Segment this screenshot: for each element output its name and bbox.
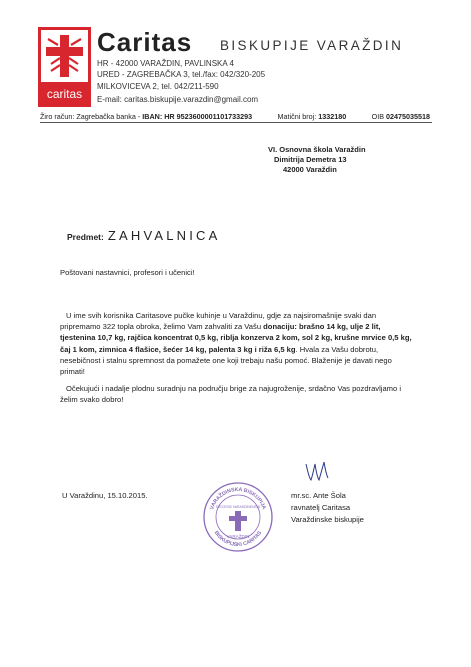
signatory-name: mr.sc. Ante Šola [291,491,346,500]
recipient-name: VI. Osnovna škola Varaždin [268,145,366,154]
body-paragraph-2: Očekujući i nadalje plodnu suradnju na području brige za najugroženije, srdačno Vas pozdravljamo i želim svako dobro! [60,384,402,405]
office-line: URED - ZAGREBAČKA 3, tel./fax: 042/320-205 [97,70,266,79]
signatory-org: Varaždinske biskupije [291,515,364,524]
subject-label: Predmet: [67,232,104,242]
org-subtitle: BISKUPIJE VARAŽDIN [220,38,404,53]
recipient-street: Dimitrija Demetra 13 [274,155,347,164]
bank-info-row [40,112,430,121]
org-title: Caritas [97,27,193,57]
email-line: E-mail: caritas.biskupije.varazdin@gmail.com [97,95,259,104]
registration-number: Matični broj: 1332180 [277,112,347,121]
iban: IBAN: HR 9523600001101733293 [142,112,253,121]
donation-list: donaciju: brašno 14 kg, ulje 2 lit, tjestenina 10,7 kg, rajčica koncentrat 0,5 kg, riblja konzerva 2 kom, sol 2 kg, krušne mrvice 0,5 kg, čaj 1 kom, zimnica 4 flašice, šećer 14 kg, palenta 3 kg i riža 6,5 kg [60,322,412,354]
oib: OIB 02475035518 [371,112,430,121]
recipient-city: 42000 Varaždin [283,165,337,174]
address-line: HR - 42000 VARAŽDIN, PAVLINSKA 4 [97,59,234,68]
stamp-center: VARAŽDIN [226,534,250,539]
svg-text:VARAŽDINSKA BISKUPIJA: VARAŽDINSKA BISKUPIJA [209,486,267,511]
subject-title: ZAHVALNICA [107,228,221,243]
signatory-title: ravnatelj Caritasa [291,503,351,512]
handwritten-signature [302,458,332,484]
svg-text:DIECESIS VARASDINENSIS: DIECESIS VARASDINENSIS [215,505,261,509]
phone-line: MILKOVICEVA 2, tel. 042/211-590 [97,82,219,91]
body-paragraph-1: U ime svih korisnika Caritasove pučke kuhinje u Varaždinu, gdje za najsiromašnije svaki dan pripremamo 322 topla obroka, želimo Vam zahvaliti za Vašu donaciju: brašno 14 kg, ulje 2 lit, tjestenina 10,7 kg, rajčica koncentrat 0,5 kg, riblja konzerva 2 kom, sol 2 kg, krušne mrvice 0,5 kg, čaj 1 kom, zimnica 4 flašice, šećer 14 kg, palenta 3 kg i riža 6,5 kg. Hvala za Vašu dobrotu, nesebičnost i stalnu spremnost da pomažete one koji trebaju našu pomoć. Blaženije je davati nego primati! [60,311,412,377]
greeting: Poštovani nastavnici, profesori i učenici! [60,268,195,277]
logo-text: caritas [46,87,83,101]
subject-line [67,227,221,245]
letter-date: U Varaždinu, 15.10.2015. [62,491,148,500]
official-stamp [202,481,274,553]
caritas-logo [38,27,91,107]
bank-account: Žiro račun: Zagrebačka banka - IBAN: HR 9523600001101733293 [40,112,253,121]
svg-text:BISKUPIJSKI CARITAS: BISKUPIJSKI CARITAS [212,530,264,549]
header-divider [40,122,432,123]
